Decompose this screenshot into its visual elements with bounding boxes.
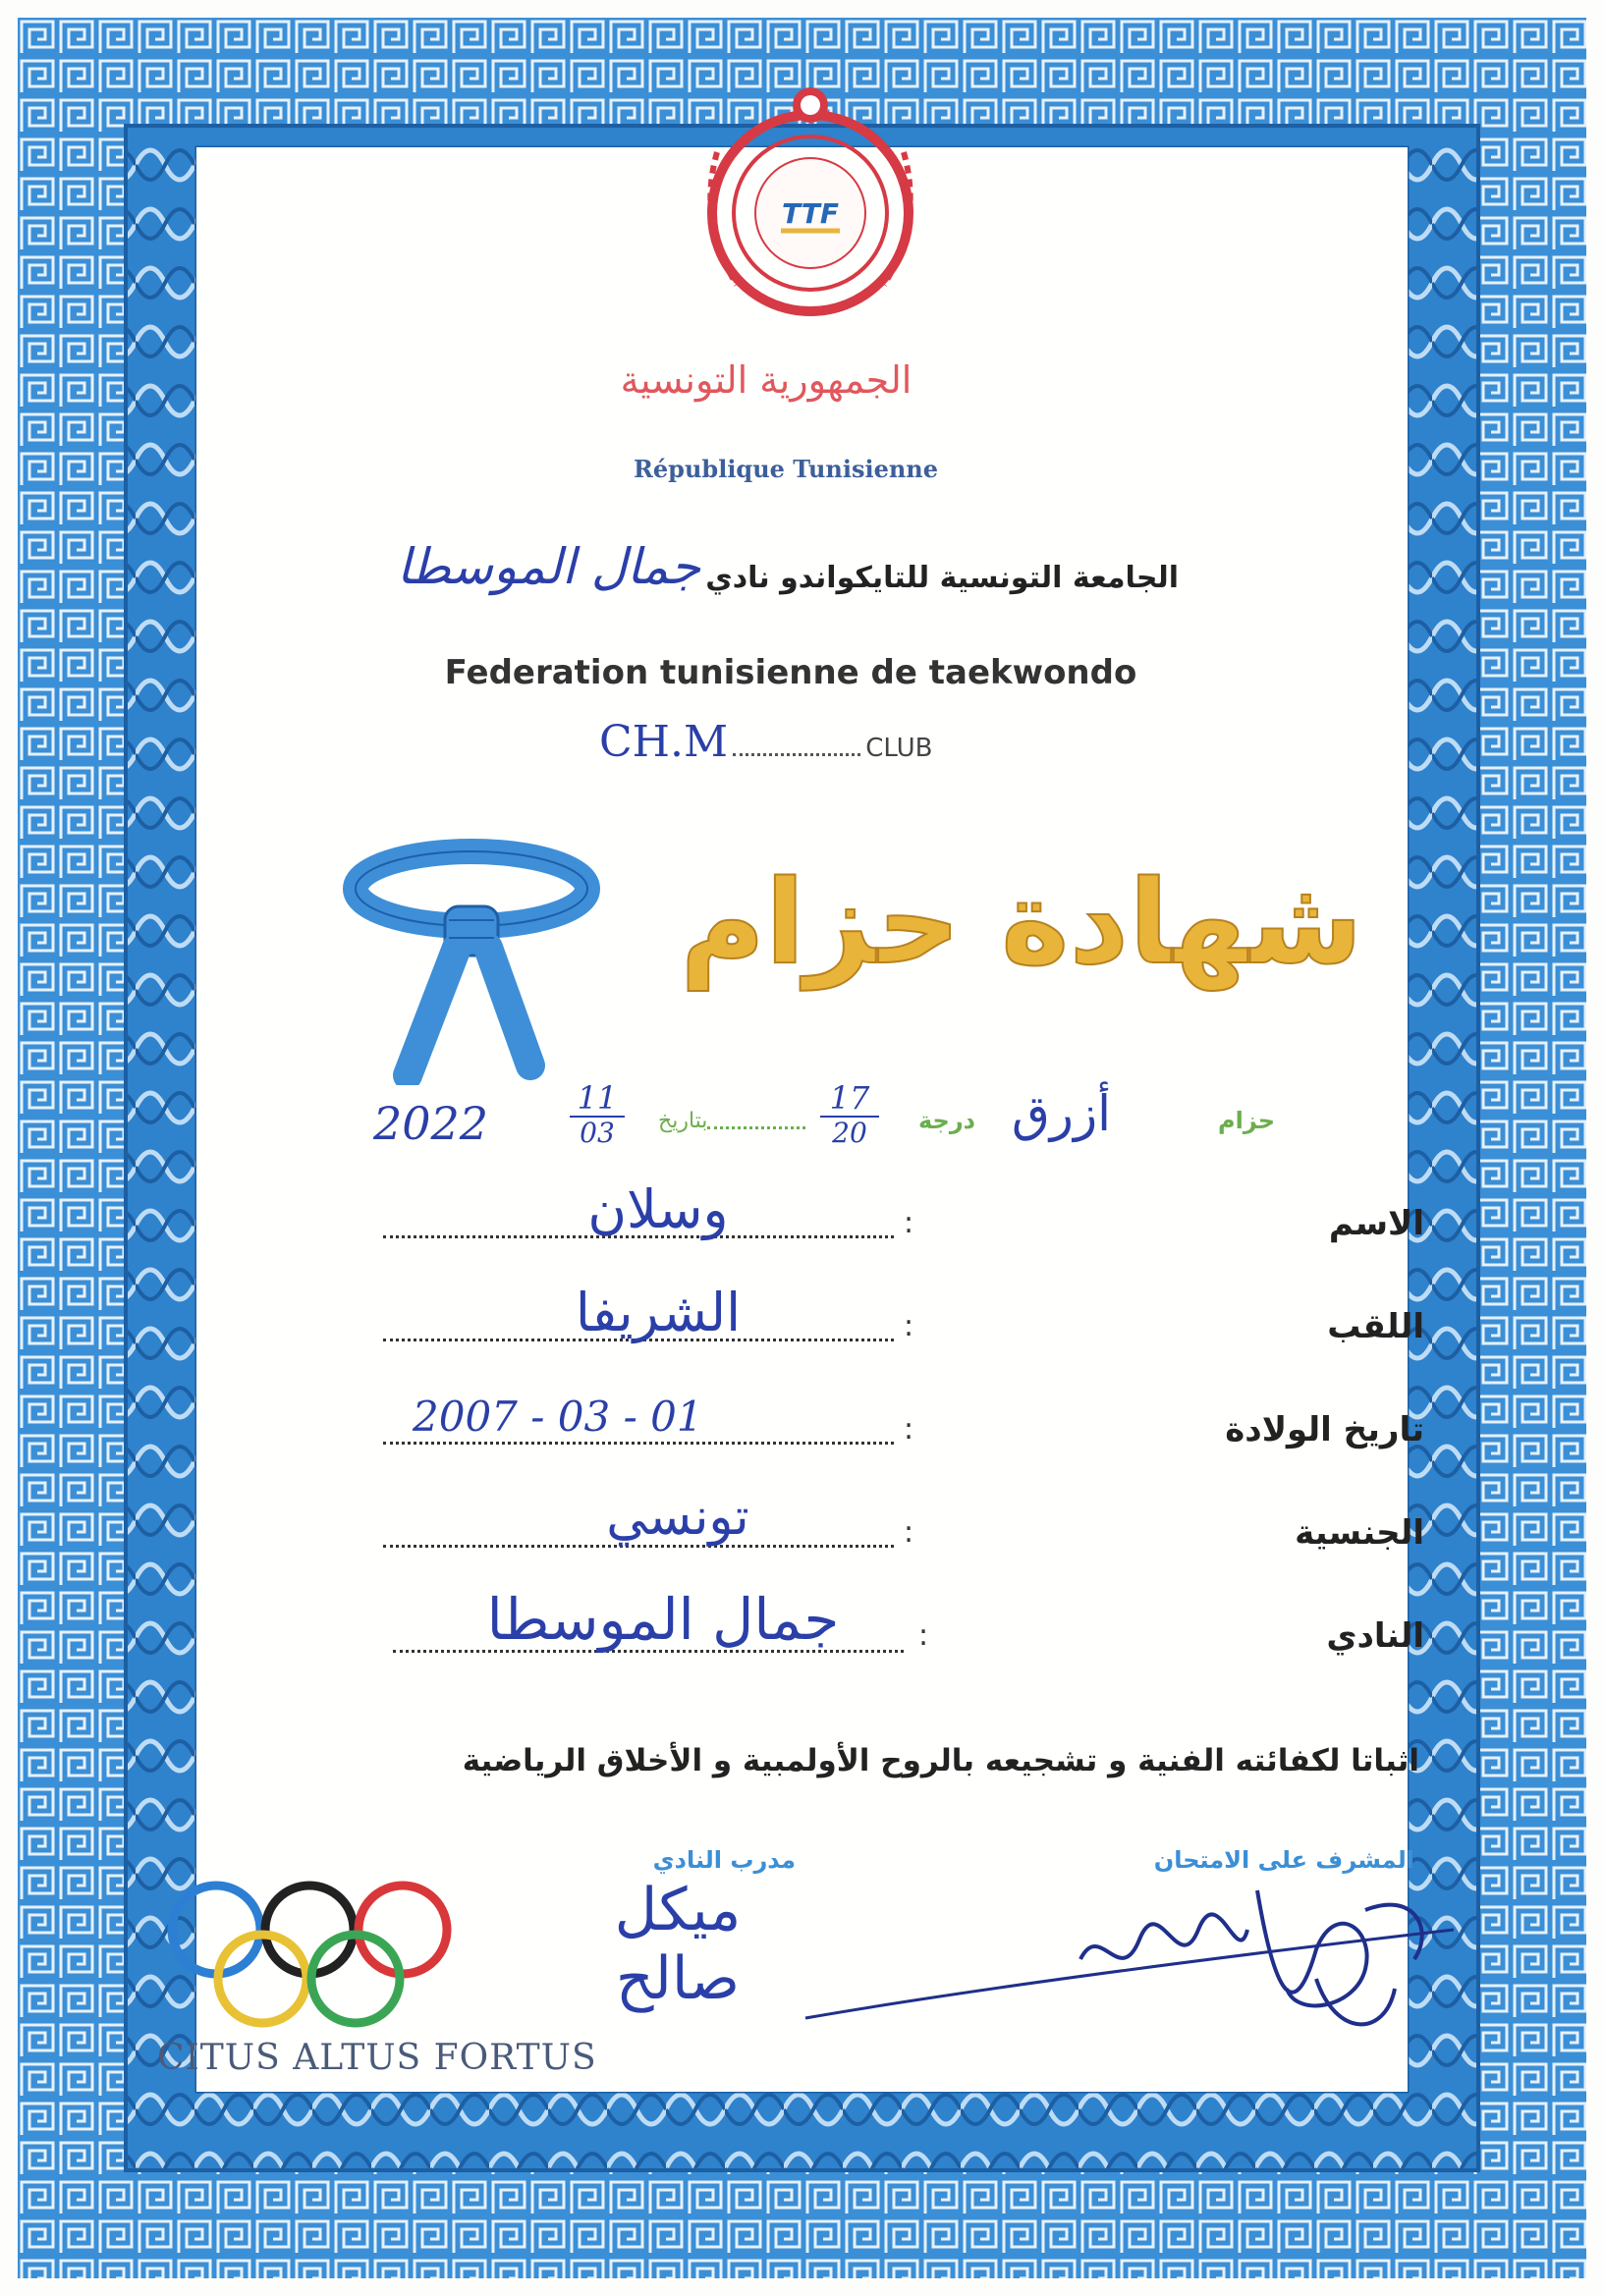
date-fraction [570,1080,625,1149]
field-value-nationality: تونسي [606,1488,749,1547]
field-dots [383,1442,894,1445]
logo-center-text: TTF [782,197,839,230]
field-value-surname: الشريفا [575,1282,742,1343]
date-dots [707,1126,805,1129]
field-label-club: النادي [1326,1616,1424,1656]
field-row-name [383,1178,1424,1267]
olympic-rings-icon [162,1876,457,2033]
field-label-surname: اللقب [1327,1307,1424,1346]
club-row [599,717,1012,776]
taekwondo-federation-emblem-icon [678,83,943,329]
field-row-surname [383,1282,1424,1370]
federation-logo [678,83,943,329]
degree-label: درجة [918,1107,975,1134]
field-row-birthdate [383,1385,1424,1473]
field-colon: : [904,1206,914,1240]
field-colon: : [904,1309,914,1343]
field-value-name: وسلان [587,1178,729,1240]
field-row-nationality [383,1488,1424,1576]
club-handwritten: CH.M [599,717,729,767]
field-colon: : [904,1412,914,1447]
blue-belt-icon [339,830,604,1085]
certificate-title: شهادة حزام [680,854,1363,990]
certificate-statement: اثباتا لكفائته الفنية و تشجيعه بالروح الأولمبية و الأخلاق الرياضية [462,1743,1419,1778]
field-label-nationality: الجنسية [1295,1513,1424,1553]
club-dots [733,753,860,756]
belt-illustration [339,830,604,1085]
field-colon: : [918,1618,929,1653]
federation-title-ar: الجامعة التونسية للتايكواندو نادي [705,561,1179,595]
olympic-rings [162,1876,457,2033]
coach-label: مدرب النادي [652,1846,796,1874]
republic-title-fr: République Tunisienne [633,455,939,483]
republic-title-ar: الجمهورية التونسية [620,358,913,402]
field-value-club: جمال الموسطا [486,1586,840,1653]
coach-signature: ميكل صالح [614,1876,742,2013]
belt-value-handwritten: أزرق [1012,1085,1111,1142]
field-colon: : [904,1515,914,1550]
supervisor-signature [786,1871,1464,2057]
signature-scribble-icon [786,1871,1464,2057]
federation-club-handwritten: جمال الموسطا [396,538,701,595]
degree-top: 17 [820,1080,879,1118]
degree-fraction [820,1080,879,1149]
supervisor-label: المشرف على الامتحان [1153,1846,1414,1874]
belt-label: حزام [1218,1107,1276,1134]
olympic-motto: CITUS ALTUS FORTUS [157,2038,597,2078]
date-label: بتاريخ [658,1109,708,1133]
club-label: CLUB [865,734,933,763]
degree-bottom: 20 [832,1117,867,1149]
date-day-top: 11 [570,1080,625,1118]
federation-title-ar-row [393,538,1179,607]
field-label-name: الاسم [1328,1204,1424,1243]
field-value-birthdate: 2007 - 03 - 01 [413,1393,703,1441]
date-day-bottom: 03 [580,1117,615,1149]
date-year-handwritten: 2022 [373,1097,489,1150]
grade-line [373,1079,1276,1174]
federation-title-fr: Federation tunisienne de taekwondo [444,653,1137,692]
field-row-club [383,1586,1424,1679]
field-label-birthdate: تاريخ الولادة [1225,1410,1424,1449]
